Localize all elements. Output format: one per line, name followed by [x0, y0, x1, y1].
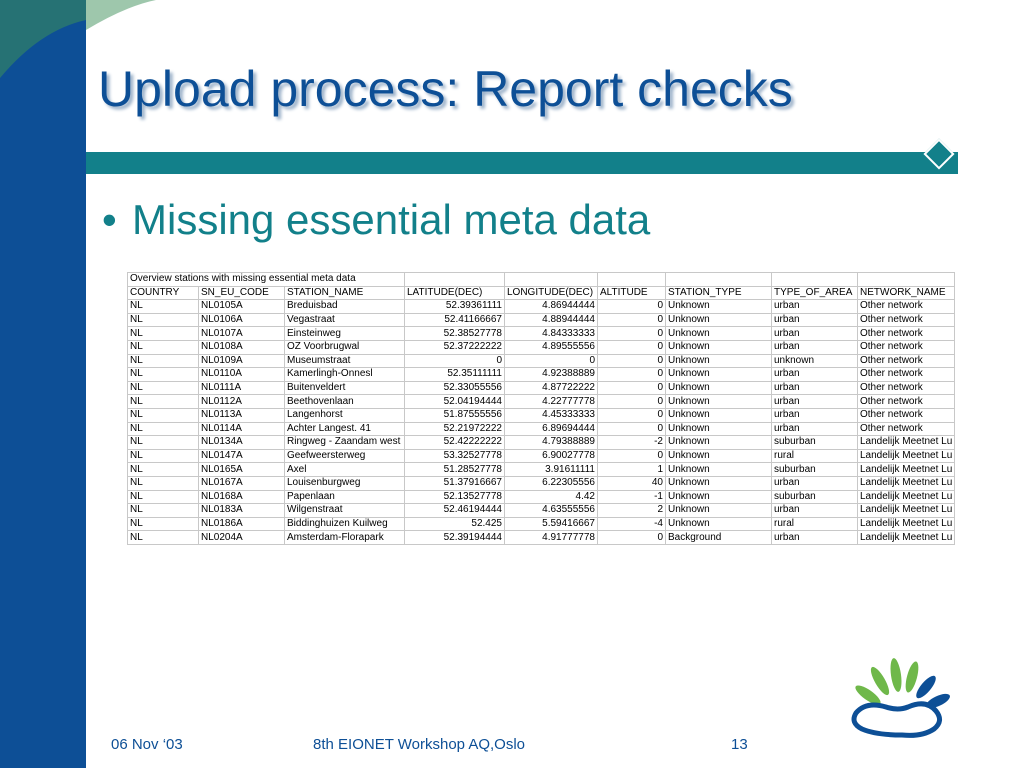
table-cell: suburban [772, 490, 858, 504]
table-cell: Biddinghuizen Kuilweg [285, 517, 405, 531]
table-cell: NL [128, 504, 199, 518]
table-cell: NL0168A [199, 490, 285, 504]
table-cell: 6.89694444 [505, 422, 598, 436]
table-cell: Landelijk Meetnet Lu [858, 449, 955, 463]
table-cell: Museumstraat [285, 354, 405, 368]
table-cell: 4.92388889 [505, 368, 598, 382]
table-cell: Ringweg - Zaandam west [285, 436, 405, 450]
table-cell: Einsteinweg [285, 327, 405, 341]
table-cell: Unknown [666, 340, 772, 354]
table-cell: Other network [858, 422, 955, 436]
column-header: NETWORK_NAME [858, 286, 955, 300]
table-row [128, 422, 955, 436]
table-cell: Axel [285, 463, 405, 477]
table-cell: urban [772, 476, 858, 490]
table-cell: Other network [858, 313, 955, 327]
table-cell: NL0186A [199, 517, 285, 531]
table-cell: 0 [598, 408, 666, 422]
table-cell: 4.89555556 [505, 340, 598, 354]
table-cell: 52.46194444 [405, 504, 505, 518]
stations-table [127, 272, 955, 545]
column-header: STATION_TYPE [666, 286, 772, 300]
table-cell: NL0111A [199, 381, 285, 395]
table-cell: 0 [598, 422, 666, 436]
table-cell: Unknown [666, 436, 772, 450]
table-cell: 52.35111111 [405, 368, 505, 382]
table-cell: Landelijk Meetnet Lu [858, 490, 955, 504]
table-cell: urban [772, 381, 858, 395]
table-cell: OZ Voorbrugwal [285, 340, 405, 354]
table-cell: Unknown [666, 422, 772, 436]
eionet-fan-logo [846, 655, 958, 740]
table-cell: Amsterdam-Florapark [285, 531, 405, 545]
table-cell: 52.39194444 [405, 531, 505, 545]
table-cell: NL [128, 463, 199, 477]
table-cell: 52.33055556 [405, 381, 505, 395]
table-row [128, 354, 955, 368]
column-header: ALTITUDE [598, 286, 666, 300]
table-cell: 0 [598, 368, 666, 382]
footer-date: 06 Nov ‘03 [111, 736, 183, 753]
table-cell: NL0110A [199, 368, 285, 382]
table-cell: urban [772, 395, 858, 409]
table-cell: 4.86944444 [505, 300, 598, 314]
table-cell: Unknown [666, 463, 772, 477]
empty-cell [598, 273, 666, 287]
table-cell: Unknown [666, 313, 772, 327]
table-cell: suburban [772, 463, 858, 477]
table-cell: 53.32527778 [405, 449, 505, 463]
slide-title: Upload process: Report checks [98, 61, 793, 117]
table-cell: 52.39361111 [405, 300, 505, 314]
table-cell: urban [772, 313, 858, 327]
table-row [128, 368, 955, 382]
table-row [128, 476, 955, 490]
table-cell: Unknown [666, 504, 772, 518]
table-cell: NL [128, 476, 199, 490]
table-row [128, 313, 955, 327]
table-cell: urban [772, 327, 858, 341]
table-cell: 0 [598, 531, 666, 545]
table-cell: 52.38527778 [405, 327, 505, 341]
table-cell: urban [772, 368, 858, 382]
table-cell: 4.87722222 [505, 381, 598, 395]
table-cell: urban [772, 504, 858, 518]
table-cell: 4.22777778 [505, 395, 598, 409]
title-rule [86, 152, 958, 174]
table-cell: 0 [405, 354, 505, 368]
column-header: LONGITUDE(DEC) [505, 286, 598, 300]
table-row [128, 504, 955, 518]
column-header: COUNTRY [128, 286, 199, 300]
table-cell: Unknown [666, 300, 772, 314]
table-cell: Other network [858, 340, 955, 354]
table-caption: Overview stations with missing essential meta data [128, 273, 405, 287]
table-cell: Kamerlingh-Onnesl [285, 368, 405, 382]
table-cell: 4.88944444 [505, 313, 598, 327]
column-header: SN_EU_CODE [199, 286, 285, 300]
table-row [128, 490, 955, 504]
empty-cell [666, 273, 772, 287]
table-cell: 0 [598, 327, 666, 341]
table-cell: 4.79388889 [505, 436, 598, 450]
table-cell: unknown [772, 354, 858, 368]
table-row [128, 517, 955, 531]
empty-cell [405, 273, 505, 287]
table-cell: Landelijk Meetnet Lu [858, 504, 955, 518]
table-cell: 0 [598, 313, 666, 327]
table-cell: Vegastraat [285, 313, 405, 327]
table-row [128, 395, 955, 409]
table-cell: NL0106A [199, 313, 285, 327]
corner-leaf-graphic [0, 0, 86, 80]
table-cell: Unknown [666, 449, 772, 463]
table-cell: Landelijk Meetnet Lu [858, 436, 955, 450]
table-cell: NL0109A [199, 354, 285, 368]
table-cell: Other network [858, 408, 955, 422]
table-cell: Background [666, 531, 772, 545]
table-cell: Other network [858, 300, 955, 314]
table-cell: 51.37916667 [405, 476, 505, 490]
bullet-item [102, 196, 650, 244]
table-cell: 0 [598, 340, 666, 354]
footer-page-number: 13 [731, 736, 748, 753]
table-cell: Other network [858, 381, 955, 395]
table-cell: 0 [598, 354, 666, 368]
table-cell: NL [128, 381, 199, 395]
table-row [128, 340, 955, 354]
table-cell: Unknown [666, 381, 772, 395]
table-cell: Other network [858, 368, 955, 382]
table-cell: NL0112A [199, 395, 285, 409]
table-cell: 52.41166667 [405, 313, 505, 327]
table-cell: NL0108A [199, 340, 285, 354]
table-cell: Unknown [666, 395, 772, 409]
table-cell: NL [128, 395, 199, 409]
table-cell: Unknown [666, 490, 772, 504]
table-row [128, 449, 955, 463]
table-cell: 4.63555556 [505, 504, 598, 518]
table-cell: -1 [598, 490, 666, 504]
table-cell: Buitenveldert [285, 381, 405, 395]
table-cell: 52.37222222 [405, 340, 505, 354]
table-cell: Achter Langest. 41 [285, 422, 405, 436]
table-cell: urban [772, 300, 858, 314]
table-cell: 40 [598, 476, 666, 490]
table-row [128, 381, 955, 395]
table-cell: Landelijk Meetnet Lu [858, 476, 955, 490]
table-cell: Beethovenlaan [285, 395, 405, 409]
table-cell: NL [128, 327, 199, 341]
table-cell: NL0114A [199, 422, 285, 436]
table-cell: NL [128, 517, 199, 531]
column-header: TYPE_OF_AREA [772, 286, 858, 300]
table-cell: 51.87555556 [405, 408, 505, 422]
table-header-row [128, 286, 955, 300]
table-cell: NL [128, 531, 199, 545]
table-cell: NL [128, 490, 199, 504]
table-cell: 52.21972222 [405, 422, 505, 436]
table-cell: rural [772, 449, 858, 463]
table-cell: 52.42222222 [405, 436, 505, 450]
table-cell: Unknown [666, 408, 772, 422]
table-cell: NL0107A [199, 327, 285, 341]
table-cell: Other network [858, 327, 955, 341]
table-cell: Geefweersterweg [285, 449, 405, 463]
table-cell: NL0204A [199, 531, 285, 545]
corner-wave-graphic [86, 0, 166, 60]
table-cell: 2 [598, 504, 666, 518]
table-cell: 4.84333333 [505, 327, 598, 341]
table-cell: NL [128, 368, 199, 382]
table-cell: NL0147A [199, 449, 285, 463]
table-cell: Other network [858, 354, 955, 368]
table-cell: 0 [598, 449, 666, 463]
table-cell: NL [128, 300, 199, 314]
table-cell: NL0113A [199, 408, 285, 422]
table-cell: 6.90027778 [505, 449, 598, 463]
table-cell: urban [772, 531, 858, 545]
empty-cell [505, 273, 598, 287]
table-cell: 6.22305556 [505, 476, 598, 490]
table-cell: 51.28527778 [405, 463, 505, 477]
table-cell: NL0134A [199, 436, 285, 450]
table-cell: 0 [505, 354, 598, 368]
table-cell: 0 [598, 381, 666, 395]
table-cell: 52.425 [405, 517, 505, 531]
table-row [128, 436, 955, 450]
table-cell: -4 [598, 517, 666, 531]
empty-cell [858, 273, 955, 287]
table-cell: Unknown [666, 476, 772, 490]
table-cell: rural [772, 517, 858, 531]
table-cell: Langenhorst [285, 408, 405, 422]
table-cell: 0 [598, 300, 666, 314]
table-cell: NL0105A [199, 300, 285, 314]
table-cell: urban [772, 340, 858, 354]
table-cell: NL0183A [199, 504, 285, 518]
table-row [128, 463, 955, 477]
table-cell: 52.04194444 [405, 395, 505, 409]
table-cell: NL [128, 340, 199, 354]
table-row [128, 408, 955, 422]
table-caption-row [128, 273, 955, 287]
left-brand-bar [0, 0, 86, 768]
table-cell: NL [128, 313, 199, 327]
table-cell: Unknown [666, 517, 772, 531]
table-cell: 4.42 [505, 490, 598, 504]
table-cell: Landelijk Meetnet Lu [858, 463, 955, 477]
bullet-text: Missing essential meta data [132, 196, 651, 243]
table-cell: NL0167A [199, 476, 285, 490]
table-cell: 4.91777778 [505, 531, 598, 545]
table-cell: Unknown [666, 354, 772, 368]
table-cell: 0 [598, 395, 666, 409]
table-cell: -2 [598, 436, 666, 450]
table-cell: NL [128, 408, 199, 422]
table-cell: 4.45333333 [505, 408, 598, 422]
table-cell: 3.91611111 [505, 463, 598, 477]
table-cell: Wilgenstraat [285, 504, 405, 518]
footer-event: 8th EIONET Workshop AQ,Oslo [313, 736, 526, 753]
table-cell: urban [772, 422, 858, 436]
column-header: STATION_NAME [285, 286, 405, 300]
table-cell: NL0165A [199, 463, 285, 477]
table-cell: Papenlaan [285, 490, 405, 504]
table-cell: Unknown [666, 368, 772, 382]
table-cell: 5.59416667 [505, 517, 598, 531]
table-cell: Unknown [666, 327, 772, 341]
table-cell: NL [128, 422, 199, 436]
column-header: LATITUDE(DEC) [405, 286, 505, 300]
table-cell: Landelijk Meetnet Lu [858, 531, 955, 545]
table-cell: Other network [858, 395, 955, 409]
bullet-dot-icon: • [102, 196, 117, 243]
table-cell: urban [772, 408, 858, 422]
table-row [128, 300, 955, 314]
table-cell: 52.13527778 [405, 490, 505, 504]
table-row [128, 531, 955, 545]
table-cell: NL [128, 449, 199, 463]
table-cell: Breduisbad [285, 300, 405, 314]
table-cell: Landelijk Meetnet Lu [858, 517, 955, 531]
table-row [128, 327, 955, 341]
table-cell: Louisenburgweg [285, 476, 405, 490]
table-cell: suburban [772, 436, 858, 450]
table-cell: NL [128, 354, 199, 368]
table-cell: 1 [598, 463, 666, 477]
table-cell: NL [128, 436, 199, 450]
empty-cell [772, 273, 858, 287]
